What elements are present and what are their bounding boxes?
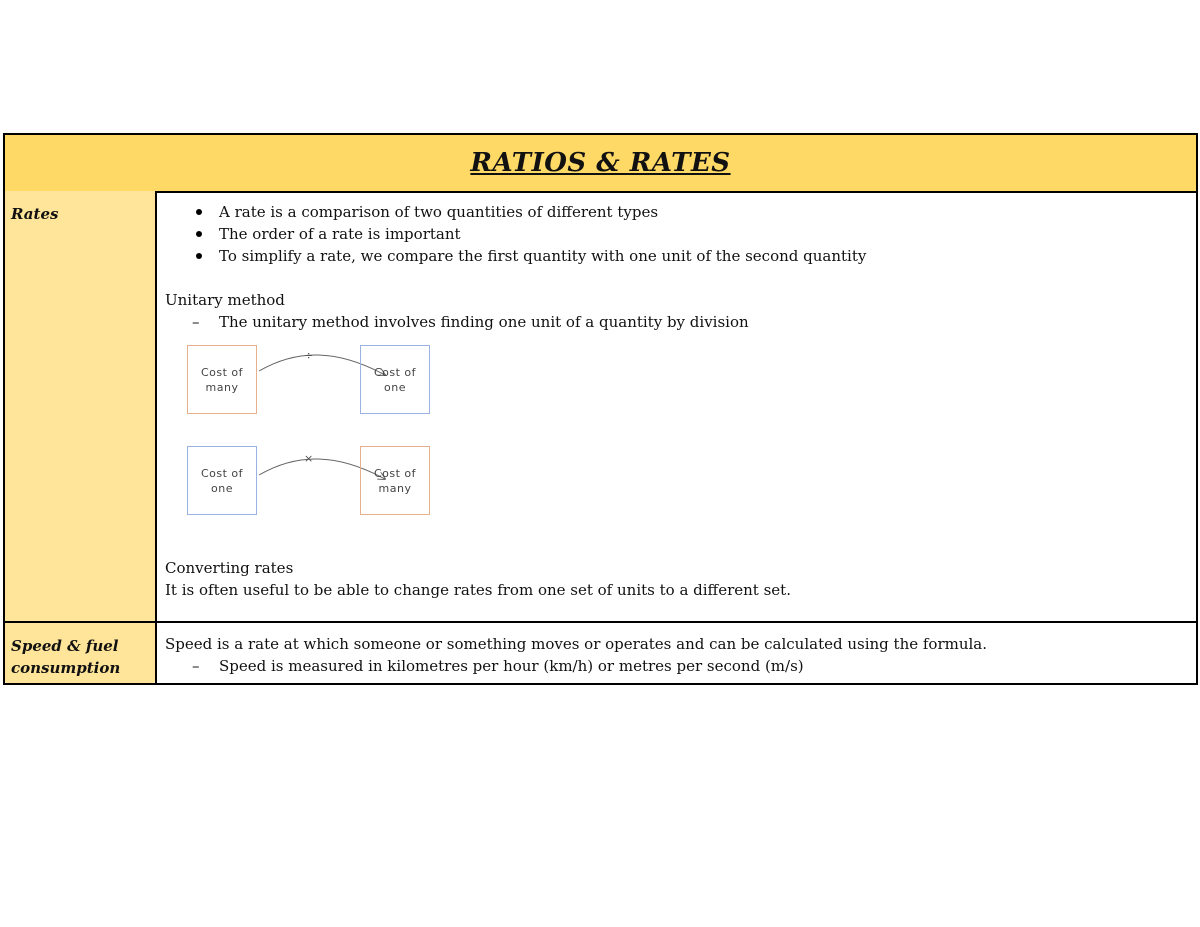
converting-text: It is often useful to be able to change rates from one set of units to a different set. [165,581,791,599]
list-item: To simplify a rate, we compare the first quantity with one unit of the second quantity [165,245,1188,267]
speed-point: – Speed is measured in kilometres per hour (km/h) or metres per second (m/s) [165,655,1188,677]
row-label-speed: Speed & fuel consumption [5,623,157,683]
cost-of-one-box: Cost of one [187,446,257,515]
unitary-heading: Unitary method [165,291,285,309]
row-content-speed [157,623,1196,683]
unitary-point: – The unitary method involves finding one unit of a quantity by division [165,311,1188,333]
notes-table [3,133,1198,685]
page-title: RATIOS & RATES [470,148,731,178]
title-row [5,135,1196,193]
row-content-rates [157,191,1196,621]
list-item: The order of a rate is important [165,223,1188,245]
multiply-operator: × [304,452,314,465]
row-label-rates: Rates [5,191,157,621]
divide-operator: ÷ [304,349,314,362]
unitary-method-diagram [187,339,447,521]
list-item: A rate is a comparison of two quantities of different types [165,201,1188,223]
rates-bullet-list [165,201,1188,267]
cost-of-many-box: Cost of many [360,446,430,515]
table-row-speed [5,623,1196,683]
cost-of-many-box: Cost of many [187,345,257,414]
table-row-rates [5,191,1196,623]
converting-heading: Converting rates [165,559,294,577]
speed-text: Speed is a rate at which someone or something moves or operates and can be calculated using the formula. [165,635,988,653]
cost-of-one-box: Cost of one [360,345,430,414]
